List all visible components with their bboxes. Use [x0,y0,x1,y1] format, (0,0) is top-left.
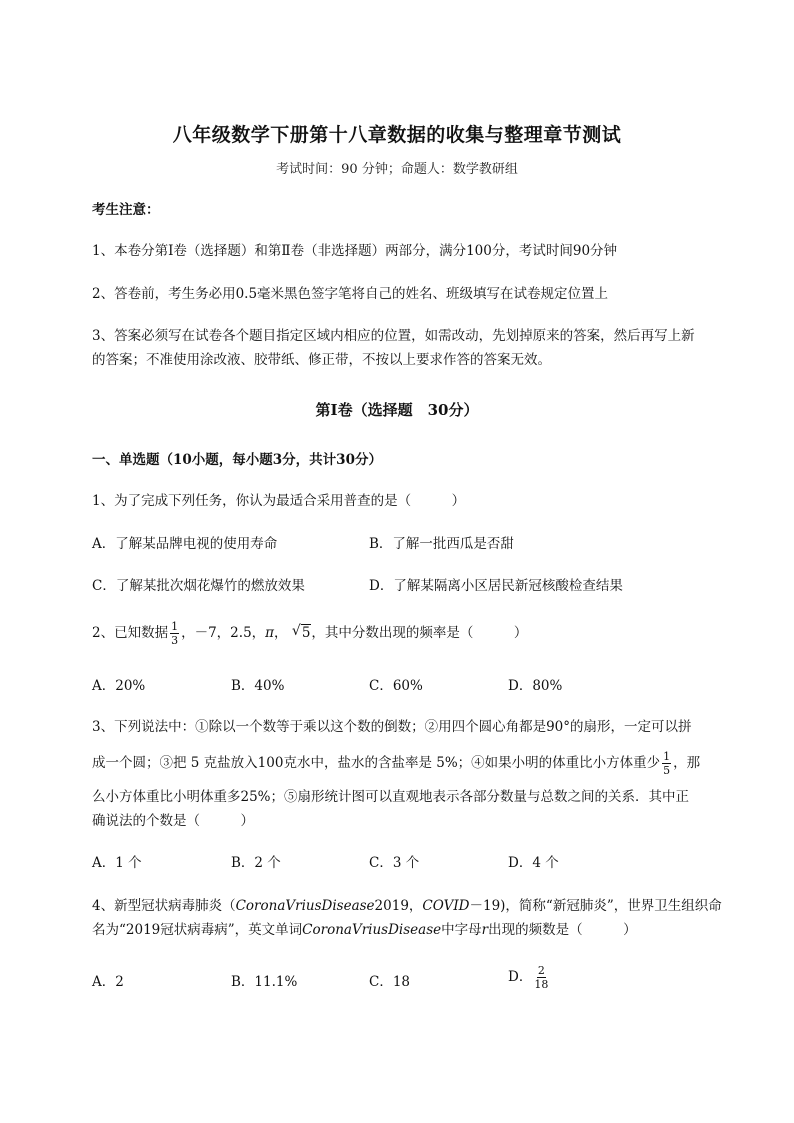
question-3-option-c: C．3 个 [369,855,420,871]
q2-suffix: ，其中分数出现的频率是（ ） [311,625,528,641]
question-4-option-c: C．18 [369,974,411,990]
question-2-option-b: B．40% [231,678,285,694]
question-3-line-4: 确说法的个数是（ ） [92,813,254,829]
question-3-line-1: 3、下列说法中：①除以一个数等于乘以这个数的倒数；②用四个圆心角都是90°的扇形，一定可以拼 [92,719,692,735]
question-1-option-d: D．了解某隔离小区居民新冠核酸检查结果 [369,578,623,594]
question-3-option-b: B．2 个 [231,855,281,871]
notice-item-2: 2、答卷前，考生务必用0.5毫米黑色签字笔将自己的姓名、班级填写在试卷规定位置上 [92,286,609,302]
part-heading: 一、单选题（10小题，每小题3分，共计30分） [92,452,382,468]
question-3-option-a: A．1 个 [92,855,142,871]
fraction-one-third: $\frac{1}{3}$ [171,620,179,647]
question-1-option-b: B．了解一批西瓜是否甜 [369,536,514,552]
page-title: 八年级数学下册第十八章数据的收集与整理章节测试 [172,124,622,146]
notice-item-3-cont: 的答案；不准使用涂改液、胶带纸、修正带，不按以上要求作答的答案无效。 [92,352,551,368]
fraction-one-fifth: $\frac{1}{5}$ [663,750,671,777]
page-subtitle: 考试时间：90 分钟；命题人：数学教研组 [276,162,518,177]
question-3-line-2: 成一个圆；③把 5 克盐放入100克水中，盐水的含盐率是 5%；④如果小明的体重比小方体重少 $\frac{1}{5}$ ，那 [92,750,701,777]
pi-symbol: π [265,625,275,641]
question-4-option-b: B．11.1% [231,974,298,990]
notice-item-1: 1、本卷分第Ⅰ卷（选择题）和第Ⅱ卷（非选择题）两部分，满分100分，考试时间90分钟 [92,243,618,259]
section-title: 第Ⅰ卷（选择题 30分） [315,401,479,419]
question-3-option-d: D．4 个 [508,855,559,871]
fraction-two-eighteenths: $\frac{2}{18}$ [534,964,549,991]
question-4-line-2: 名为“2019冠状病毒病”，英文单词CoronaVriusDisease中字母r出现的频数是（ ） [92,922,637,938]
question-3-line-3: 么小方体重比小明体重多25%；⑤扇形统计图可以直观地表示各部分数量与总数之间的关系．其中正 [92,789,690,805]
question-1-stem: 1、为了完成下列任务，你认为最适合采用普查的是（ ） [92,493,466,509]
question-2-option-a: A．20% [92,678,146,694]
q2-prefix: 2、已知数据 [92,625,169,641]
question-2-option-c: C．60% [369,678,423,694]
notice-heading: 考生注意： [92,202,160,218]
question-4-option-d: D． $\frac{2}{18}$ [508,964,549,991]
question-1-option-c: C．了解某批次烟花爆竹的燃放效果 [92,578,305,594]
sqrt-five: √ 5 [291,623,311,641]
question-2-stem: 2、已知数据 $\frac{1}{3}$ ，－7，2.5，π， √ 5，其中分数出现的频率是（ ） [92,620,528,647]
question-4-option-a: A．2 [92,974,124,990]
question-2-option-d: D．80% [508,678,563,694]
question-4-line-1: 4、新型冠状病毒肺炎（CoronaVriusDisease2019，COVID－19)，简称“新冠肺炎”，世界卫生组织命 [92,898,722,914]
notice-item-3: 3、答案必须写在试卷各个题目指定区域内相应的位置，如需改动，先划掉原来的答案，然后再写上新 [92,328,695,344]
question-1-option-a: A．了解某品牌电视的使用寿命 [92,536,278,552]
q2-mid: ，－7，2.5， [181,625,266,641]
